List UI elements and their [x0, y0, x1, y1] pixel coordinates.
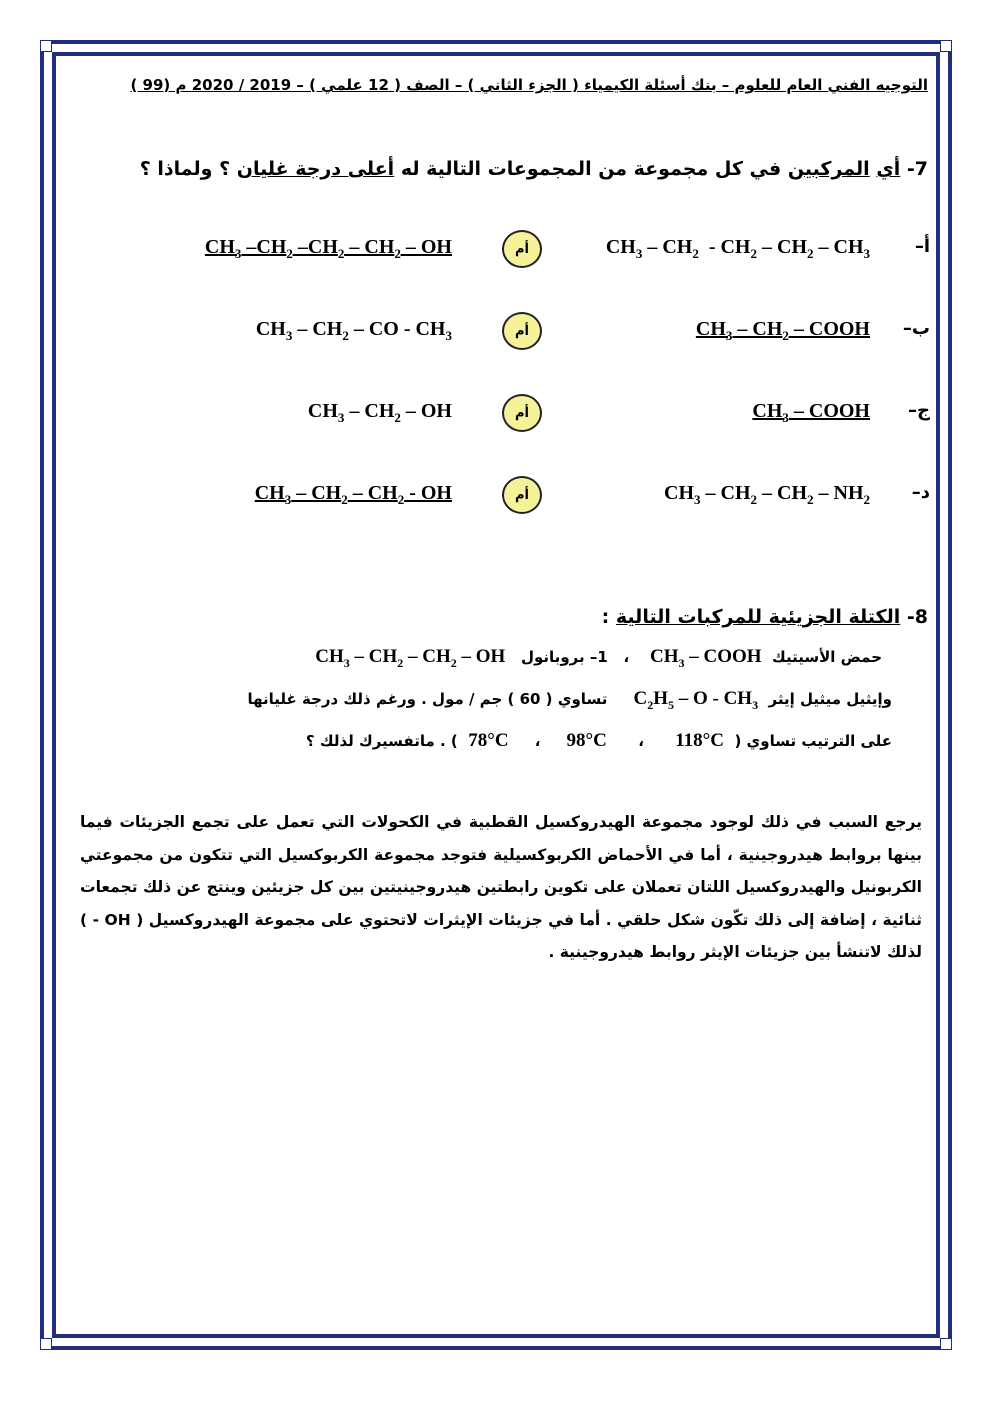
question-text: أعلى درجة غليان [236, 158, 395, 180]
compound-formula-answer: $CH_3$ $-CH_2$ $-CH_2 - CH_2$ – OH [204, 236, 452, 261]
compound-pair-b [150, 312, 930, 352]
frame-corner [40, 1338, 52, 1350]
question-text: المركبين [787, 158, 870, 180]
compound-formula: $CH_3$ – COOH [650, 646, 762, 670]
separator: ، [638, 732, 644, 750]
item-label: أ– [914, 236, 930, 257]
question-number: 8- [906, 606, 928, 628]
question-number: 7- [906, 158, 928, 180]
question-text: الكتلة الجزيئية للمركبات التالية [615, 606, 901, 628]
colon: : [601, 606, 610, 628]
question-text: 1– بروبانول [521, 648, 608, 666]
q8-line-1 [315, 646, 882, 671]
q8-line-3 [306, 730, 892, 752]
boiling-point-value: 98°C [566, 730, 607, 751]
item-label: ب– [902, 318, 930, 339]
boiling-point-value: 78°C [468, 730, 509, 751]
compound-pair-d [150, 476, 930, 516]
compound-formula: $CH_3 - CH_2$ – OH [307, 400, 452, 425]
compound-pair-a [150, 230, 930, 270]
compound-formula: $CH_3 - CH_2$ – CO - $CH_3$ [255, 318, 452, 343]
question-text: حمض الأسيتيك [772, 648, 882, 666]
item-label: ج– [908, 400, 930, 421]
or-badge: أم [502, 394, 542, 432]
frame-corner [40, 40, 52, 52]
compound-formula: $CH_3 - CH_2 - CH_2$ – OH [315, 646, 506, 670]
or-badge: أم [502, 476, 542, 514]
compound-formula-answer: $CH_3 - CH_2 - CH_2$ - OH [254, 482, 452, 507]
q8-line-2 [247, 688, 892, 713]
compound-pair-c [150, 394, 930, 434]
separator: ، [534, 732, 541, 750]
compound-formula-answer: $CH_3 - CH_2$ – COOH [695, 318, 870, 343]
page-header: التوجيه الفني العام للعلوم – بنك أسئلة الكيمياء ( الجزء الثاني ) – الصف ( 12 علمي ) – 2019 / 2020 م (99 ) [130, 76, 928, 94]
compound-formula: $CH_3 - CH_2 - CH_2 - CH_2 - CH_3$ [605, 236, 870, 261]
frame-corner [940, 40, 952, 52]
compound-formula: $C_2H_5$ – O - $CH_3$ [633, 688, 759, 712]
question-text: ؟ ولماذا ؟ [139, 158, 231, 180]
question-text: ) . ماتفسيرك لذلك ؟ [305, 732, 458, 750]
question-text: في كل مجموعة من المجموعات التالية له [400, 158, 782, 180]
item-label: د– [911, 482, 930, 503]
question-text: تساوي ( 60 ) جم / مول . ورغم ذلك درجة غليانها [247, 690, 608, 708]
frame-corner [940, 1338, 952, 1350]
boiling-point-value: 118°C [675, 730, 725, 751]
question-text: على الترتيب تساوي ( [734, 732, 892, 750]
or-badge: أم [502, 230, 542, 268]
question-8-title [500, 606, 928, 628]
question-7-title [139, 158, 928, 180]
compound-formula: $CH_3 - CH_2 - CH_2 - NH_2$ [664, 482, 870, 507]
answer-paragraph: يرجع السبب في ذلك لوجود مجموعة الهيدروكسيل القطبية في الكحولات التي تعمل على تجمع الجزيئات فيما بينها بروابط هيدروجينية ، أما في الأحماض الكربوكسيلية فتوجد مجموعة الكربوكسيل التي تتكون من مجموعتي الكربونيل والهيدروكسيل اللتان تعملان على تكوين رابطتين هيدروجينيتين بين كل جزيئين وينتج عن ذلك تجمعات ثنائية ، إضافة إلى ذلك تكّون شكل حلقي . أما في جزيئات الإيثرات لاتحتوي على مجموعة الهيدروكسيل ( OH - ) لذلك لاتنشأ بين جزيئات الإيثر روابط هيدروجينية . [80, 813, 922, 962]
compound-formula-answer: $CH_3$ – COOH [752, 400, 870, 425]
or-badge: أم [502, 312, 542, 350]
question-text: أي [876, 158, 901, 180]
question-text: وإيثيل ميثيل إيثر [768, 690, 892, 708]
separator: ، [623, 648, 630, 666]
